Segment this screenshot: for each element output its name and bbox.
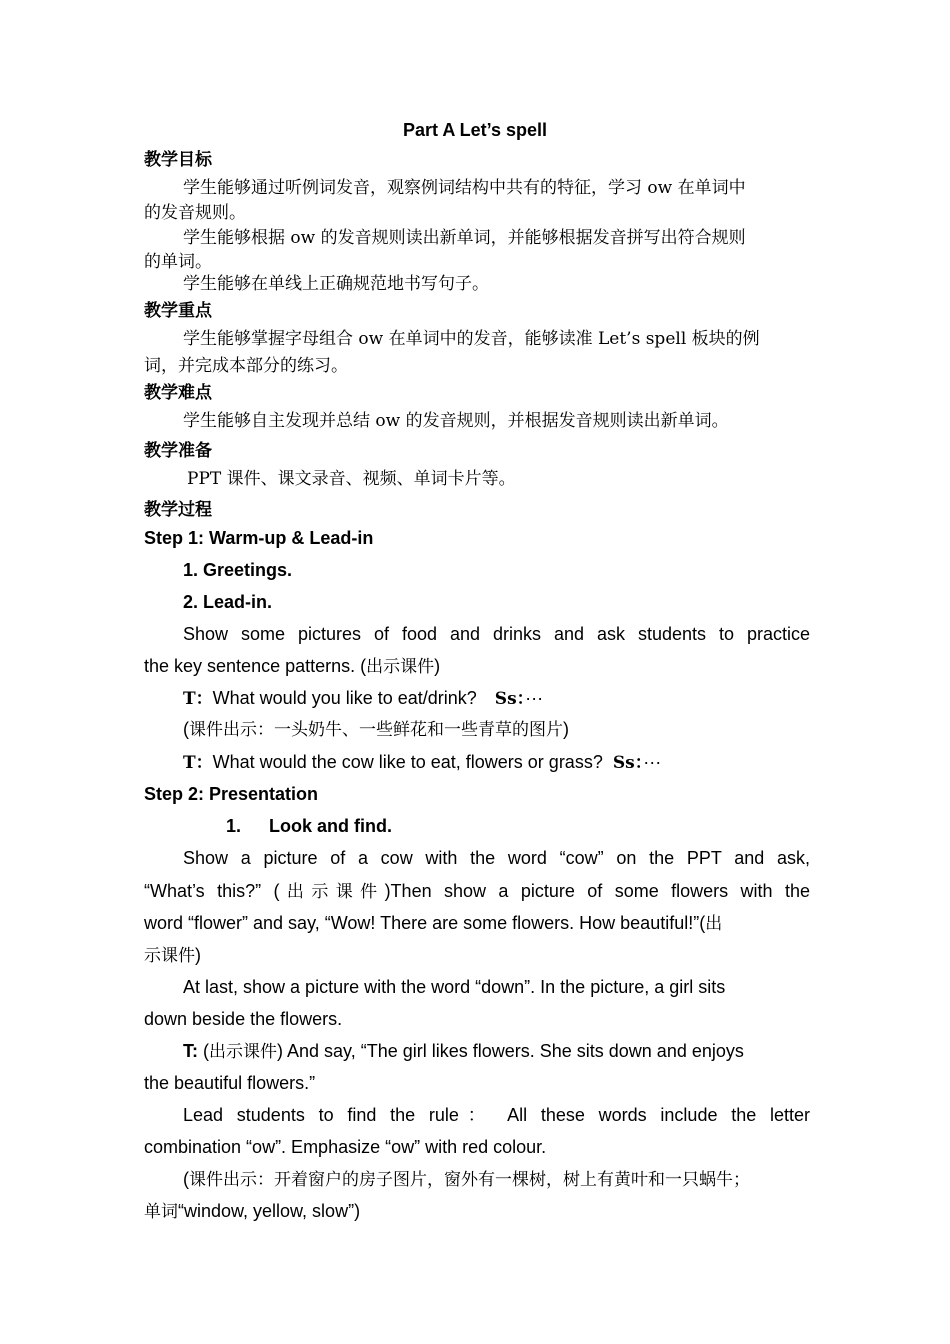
objectives-p2-line1: 学生能够根据 ow 的发音规则读出新单词，并能够根据发音拼写出符合规则 [183,228,746,248]
p5-line2-zh: 单词 [144,1202,178,1222]
key-points-heading: 教学重点 [144,301,212,321]
objectives-p2-line2: 的单词。 [144,252,212,272]
step1-para-line1: Show some pictures of food and drinks and ask students to practice [183,624,810,644]
step2-p2-line2: down beside the flowers. [144,1009,343,1029]
step2-p1-line3 [144,911,810,936]
step1-item-lead-in: 2. Lead-in. [183,592,273,612]
objectives-heading: 教学目标 [144,150,212,170]
difficulties-line1: 学生能够自主发现并总结 ow 的发音规则，并根据发音规则读出新单词。 [183,411,729,431]
students-label: Ss： [494,689,526,709]
teacher-question: What would you like to eat/drink? [212,688,477,708]
step2-p1-line4 [144,943,810,968]
step2-heading: Step 2: Presentation [144,784,319,804]
step1-dialogue-1 [183,686,810,711]
step1-item-greetings: 1. Greetings. [183,560,293,580]
teacher-label: T: [183,1041,198,1061]
p3-open: ( [198,1041,209,1061]
step1-dialogue-2 [183,750,810,775]
note-text: 课件出示：一头奶牛、一些鲜花和一些青草的图片 [189,720,563,740]
step1-note-1 [183,717,810,742]
p1-line2-b: )Then show a picture of some flowers with the [384,881,810,901]
step2-item-look-and-find [226,814,810,838]
p1-line3-zh: 出 [705,914,723,934]
objectives-p1-line1: 学生能够通过听例词发音，观察例词结构中共有的特征，学习 ow 在单词中 [183,178,746,198]
p1-line4-end: ) [195,945,201,965]
key-points-line2: 词，并完成本部分的练习。 [144,356,348,376]
p5-line2-en: “window, yellow, slow”) [178,1201,361,1221]
students-ellipsis: ··· [643,752,662,772]
step2-p3-line2: the beautiful flowers.” [144,1073,316,1093]
note-close: ) [563,719,569,739]
teacher-label: T： [183,753,213,773]
step1-para-line2 [144,654,810,679]
teacher-label: T： [183,689,213,709]
process-heading: 教学过程 [144,500,212,520]
preparation-heading: 教学准备 [144,441,212,461]
p3-zh: 出示课件 [209,1042,277,1062]
step2-p5-line1 [183,1167,810,1192]
note-open: ( [183,719,189,739]
objectives-p3: 学生能够在单线上正确规范地书写句子。 [183,274,489,294]
students-ellipsis: ··· [525,688,544,708]
step1-heading: Step 1: Warm-up & Lead-in [144,528,374,548]
difficulties-heading: 教学难点 [144,383,212,403]
key-points-line1: 学生能够掌握字母组合 ow 在单词中的发音，能够读准 Let’s spell 板块的例 [183,329,760,349]
page-title: Part A Let’s spell [402,120,548,140]
item-number: 1. [226,816,242,836]
step2-p1-line1: Show a picture of a cow with the word “cow” on the PPT and ask, [183,848,810,868]
objectives-p1-line2: 的发音规则。 [144,203,246,223]
p5-open: ( [183,1169,189,1189]
step2-p1-line2 [144,879,810,904]
preparation-line1: PPT 课件、课文录音、视频、单词卡片等。 [187,469,516,489]
p3-rest: ) And say, “The girl likes flowers. She sits down and enjoys [277,1041,744,1061]
step1-para-line2-end: ) [434,656,441,676]
step2-p2-line1: At last, show a picture with the word “down”. In the picture, a girl sits [183,977,726,997]
p1-line2-zh: 出示课件 [279,882,385,902]
step2-p4-line1: Lead students to find the rule： All these words include the letter [183,1105,810,1125]
p1-line2-a: “What’s this?” ( [144,881,280,901]
step2-p5-line2 [144,1199,810,1224]
step2-p4-line2: combination “ow”. Emphasize “ow” with red colour. [144,1137,547,1157]
students-label: Ss： [612,753,644,773]
p1-line4-zh: 示课件 [144,946,195,966]
teacher-question: What would the cow like to eat, flowers or grass? [212,752,603,772]
step1-para-line2-en: the key sentence patterns. ( [144,656,367,676]
step1-para-line2-zh: 出示课件 [366,657,435,677]
step2-p3-line1 [183,1039,810,1064]
item-text: Look and find. [269,816,393,836]
p5-zh: 课件出示：开着窗户的房子图片，窗外有一棵树，树上有黄叶和一只蜗牛； [189,1170,750,1190]
p1-line3-a: word “flower” and say, “Wow! There are some flowers. How beautiful!”( [144,913,706,933]
